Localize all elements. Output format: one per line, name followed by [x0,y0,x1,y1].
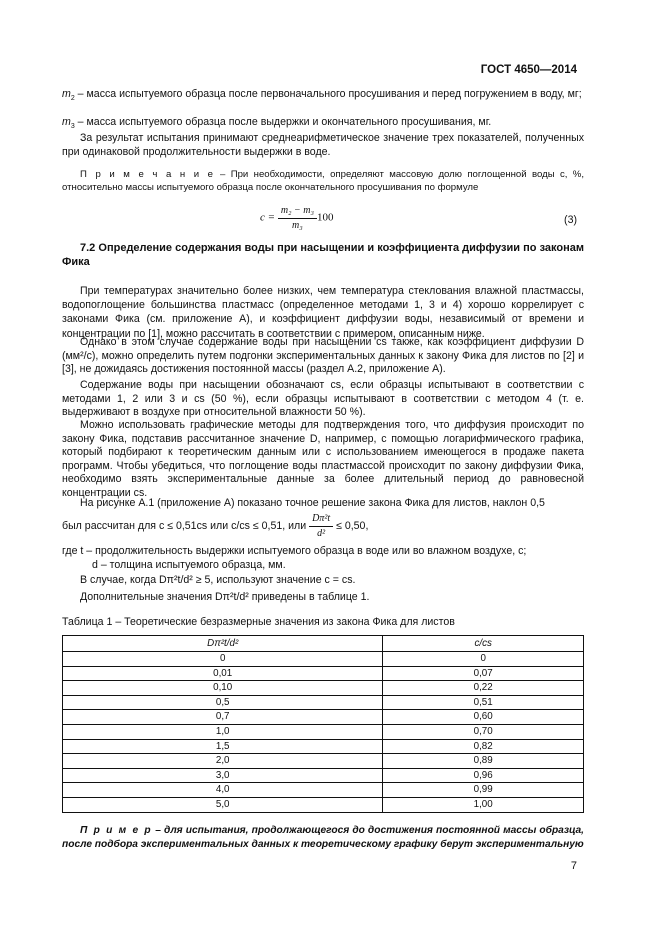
section-heading: 7.2 Определение содержания воды при насыщении и коэффициента диффузии по законам Фика [62,242,584,268]
example: П р и м е р – для испытания, продолжающегося до достижения постоянной массы образца, после подбора экспериментальных данных к теоретическому графику берут экспериментальную [62,825,584,850]
page-number: 7 [570,860,577,872]
table-row: 0 0 [63,652,584,667]
paragraph: При температурах значительно более низких, чем температура стеклования влажной пластмассы, водопоглощение большинства пластмасс (определенное методами 1, 3 и 4) хорошо коррелирует с законами Фика (см. приложение А), и коэффициент диффузии воды, независимый от времени и концентрации по [1], можно рассчитать в соответствии с примером, описанным ниже. [62,285,584,340]
formula-3: c = $\frac{\text{m₂ − m₃}}{\text{m₃}}$ 100 [260,205,334,231]
where-d: d – толщина испытуемого образца, мм. [92,559,286,571]
paragraph: В случае, когда Dπ²t/d² ≥ 5, используют значение c = cs. [80,574,356,586]
table-row: 3,0 0,96 [63,768,584,783]
table-1 [62,635,584,813]
definition-m2: $m_2$ – масса испытуемого образца после первоначального просушивания и перед погружением в воду, мг; [62,88,582,103]
table-row: 4,0 0,99 [63,783,584,798]
formula-number: (3) [564,214,577,226]
table-row: 1,5 0,82 [63,739,584,754]
paragraph: Однако в этом случае содержание воды при насыщении cs также, как коэффициент диффузии D (мм²/с), можно определить путем подгонки экспериментальных данных к закону Фика для листов по [2] и [3], не дожидаясь достижения постоянной массы (раздел А.2, приложение А). [62,336,584,376]
para-result: За результат испытания принимают среднеарифметическое значение трех показателей, полученных при одинаковой продолжительности выдержки в воде. [62,132,584,158]
table-row: 0,5 0,51 [63,695,584,710]
table-header-row [63,636,584,652]
col-header-2: c/cs [383,636,584,652]
paragraph: На рисунке А.1 (приложение А) показано точное решение закона Фика для листов, наклон 0,5 [80,497,545,509]
note: П р и м е ч а н и е – При необходимости, определяют массовую долю поглощенной воды c, %, относительно массы испытуемого образца после окончательного просушивания по формуле [62,169,584,193]
col-header-1: Dπ²t/d² [63,636,383,652]
condition-line: был рассчитан для c ≤ 0,51cs или c/cs ≤ 0,51, или $\frac{\text{Dπ²t}}{\text{d²}}$ ≤ 0,50, [62,513,369,539]
table-caption: Таблица 1 – Теоретические безразмерные значения из закона Фика для листов [62,616,455,628]
table-row: 0,7 0,60 [63,710,584,725]
table-row: 5,0 1,00 [63,797,584,812]
table-row: 1,0 0,70 [63,724,584,739]
definition-m3: $m_3$ – масса испытуемого образца после выдержки и окончательного просушивания, мг. [62,116,492,131]
paragraph: Дополнительные значения Dπ²t/d² приведены в таблице 1. [80,591,370,603]
table-row: 0,01 0,07 [63,666,584,681]
where-t: где t – продолжительность выдержки испытуемого образца в воде или во влажном воздухе, с; [62,545,527,557]
paragraph: Содержание воды при насыщении обозначают cs, если образцы испытывают в соответствии с методами 1, 2 или 3 и cs (50 %), если образцы испытывают в соответствии с методом 4 (т. е. выдерживают в воздухе при относительной влажности 50 %). [62,379,584,419]
document-header: ГОСТ 4650—2014 [480,64,577,76]
table-row: 0,10 0,22 [63,681,584,696]
paragraph: Можно использовать графические методы для подтверждения того, что диффузия происходит по закону Фика, подставив рассчитанное значение D, например, с помощью логарифмического графика, который подбирают к теоретическим данным или с использованием имеющегося в продаже пакета программ. Чтобы убедиться, что поглощение воды пластмассой происходит по закону диффузии Фика, необходимо взять экспериментальные данные за более длительный период до равновесной концентрации cs. [62,419,584,499]
table-row: 2,0 0,89 [63,754,584,769]
